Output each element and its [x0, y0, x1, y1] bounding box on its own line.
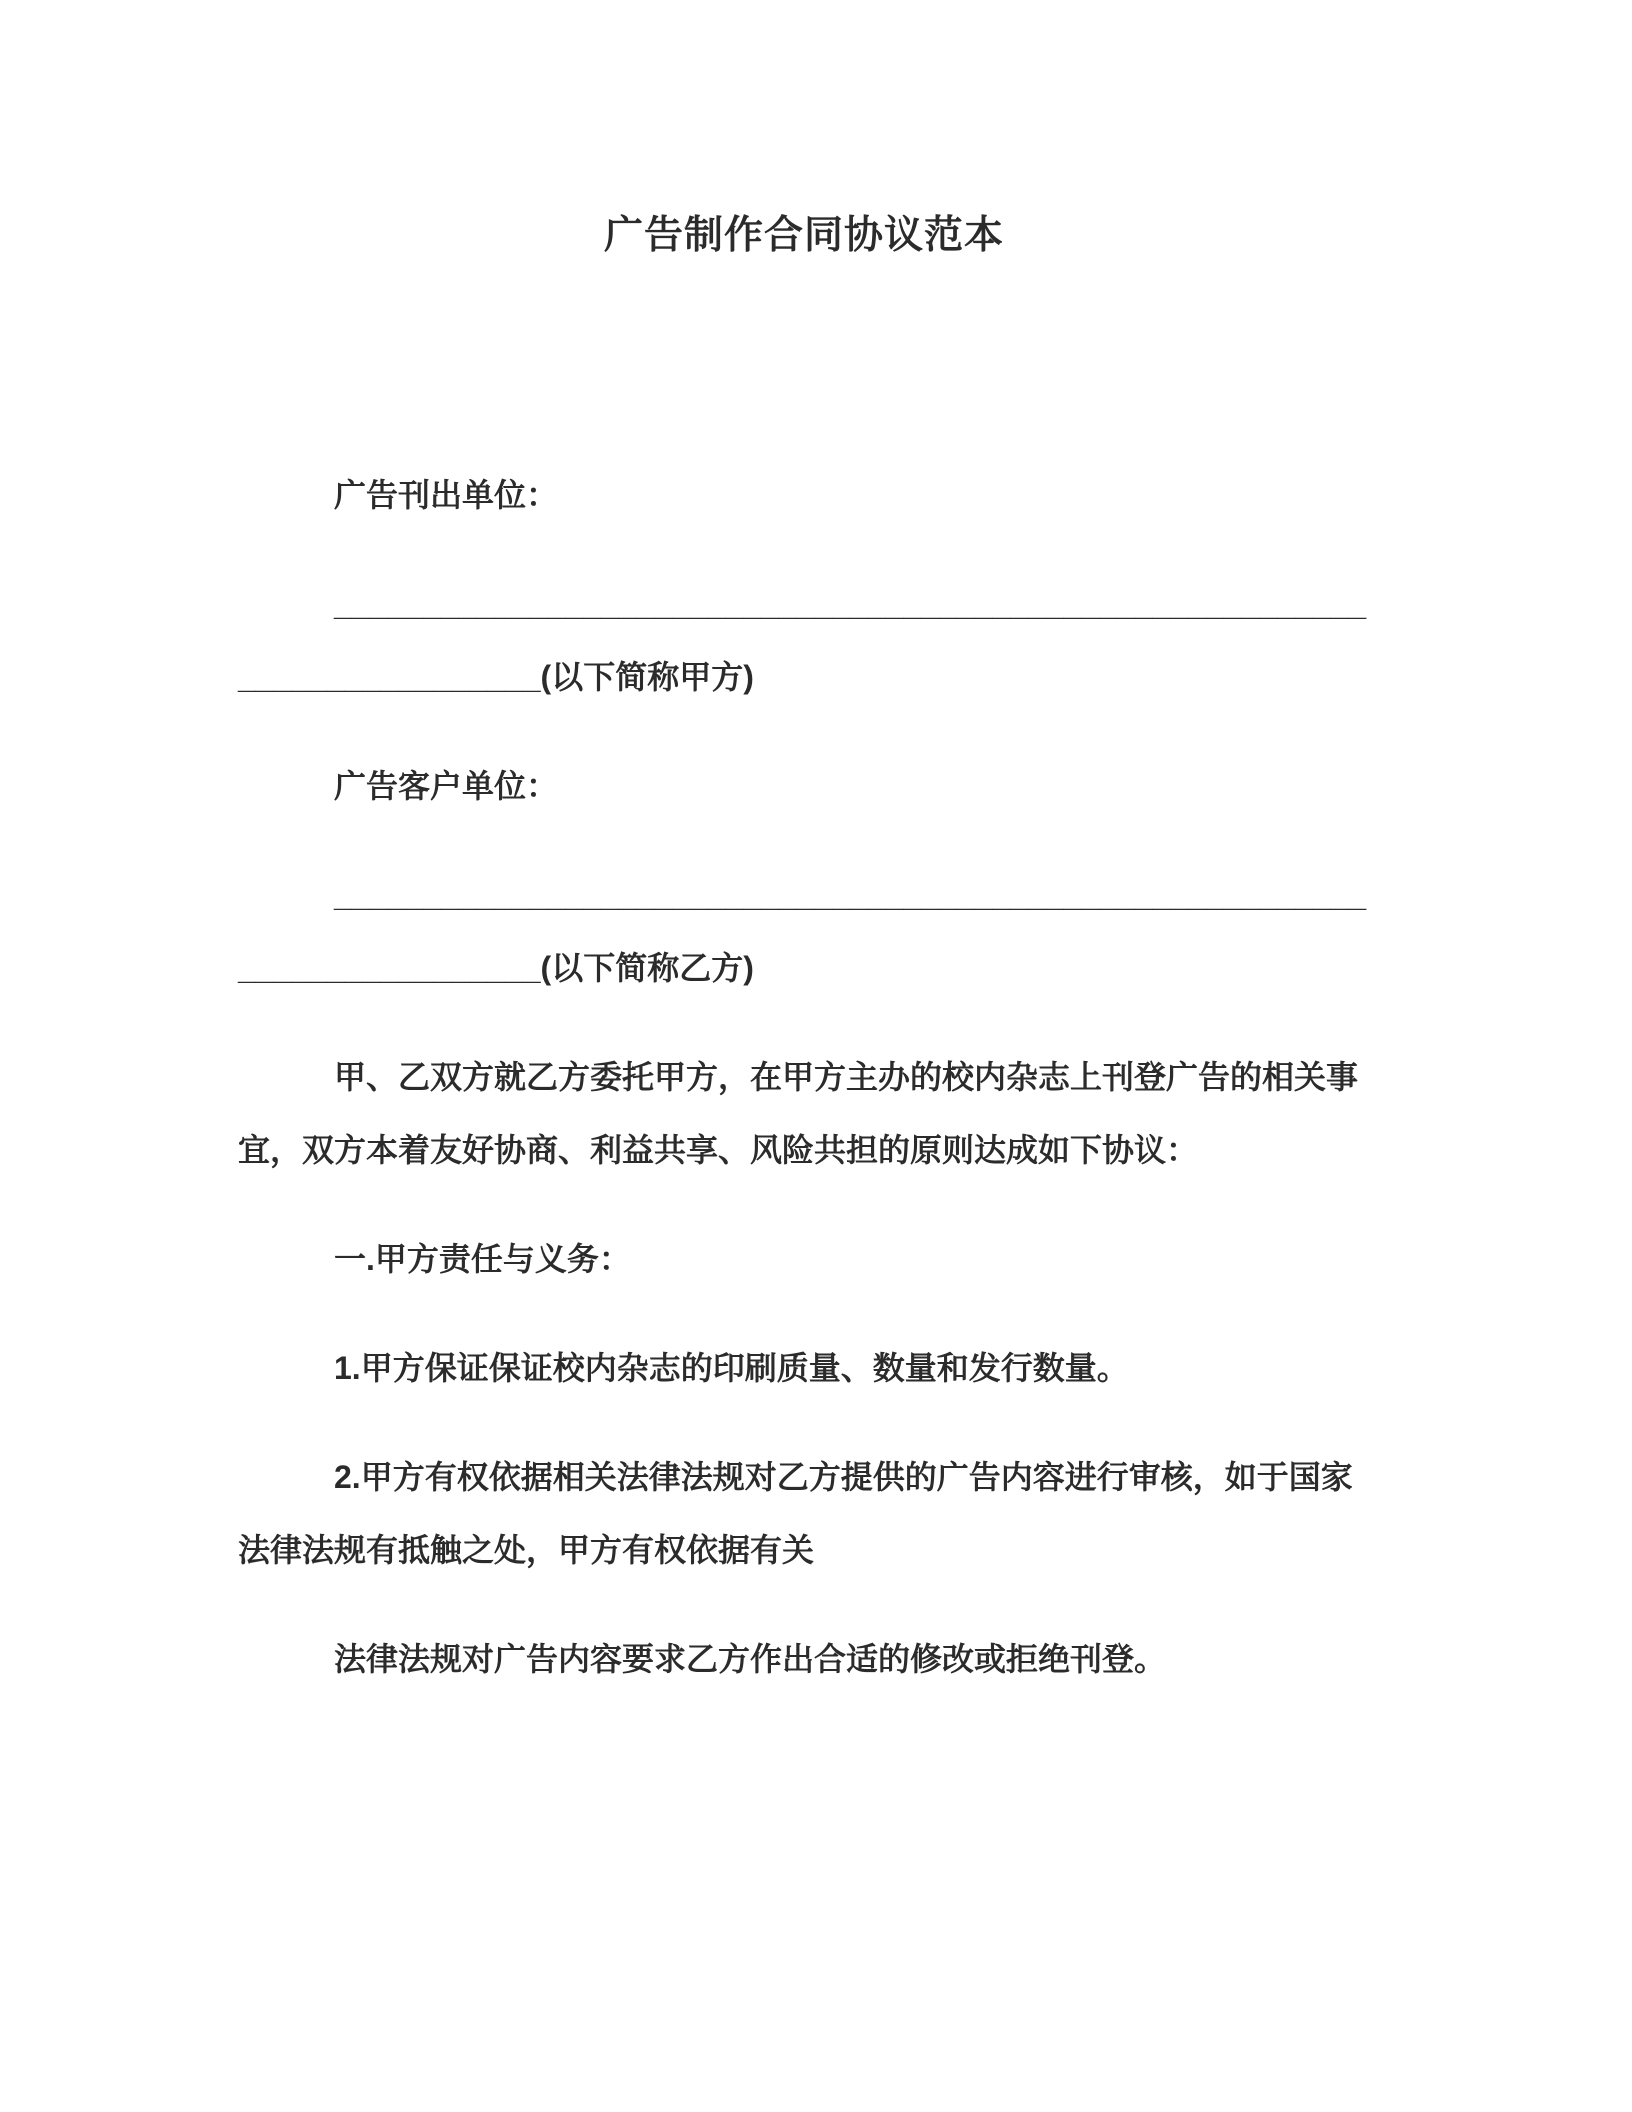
party-b-blank-and-designation: ___________________________________________________________________________(以下简称乙方) [238, 876, 1367, 986]
clause-2: 2.甲方有权依据相关法律法规对乙方提供的广告内容进行审核，如于国家法律法规有抵触之处，甲方有权依据有关 [238, 1458, 1353, 1568]
section-1-heading: 一.甲方责任与义务： [334, 1240, 631, 1277]
clause-1: 1.甲方保证保证校内杂志的印刷质量、数量和发行数量。 [334, 1349, 1129, 1386]
party-a-blank-and-designation: ___________________________________________________________________________(以下简称甲方) [238, 585, 1367, 695]
preamble: 甲、乙双方就乙方委托甲方，在甲方主办的校内杂志上刊登广告的相关事宜，双方本着友好协商、利益共享、风险共担的原则达成如下协议： [238, 1058, 1359, 1168]
publisher-label: 广告刊出单位： [334, 476, 559, 513]
clause-2-continued: 法律法规对广告内容要求乙方作出合适的修改或拒绝刊登。 [334, 1640, 1167, 1677]
client-label: 广告客户单位： [334, 767, 559, 804]
document-title: 广告制作合同协议范本 [603, 214, 1004, 257]
document-body [238, 459, 1370, 1696]
